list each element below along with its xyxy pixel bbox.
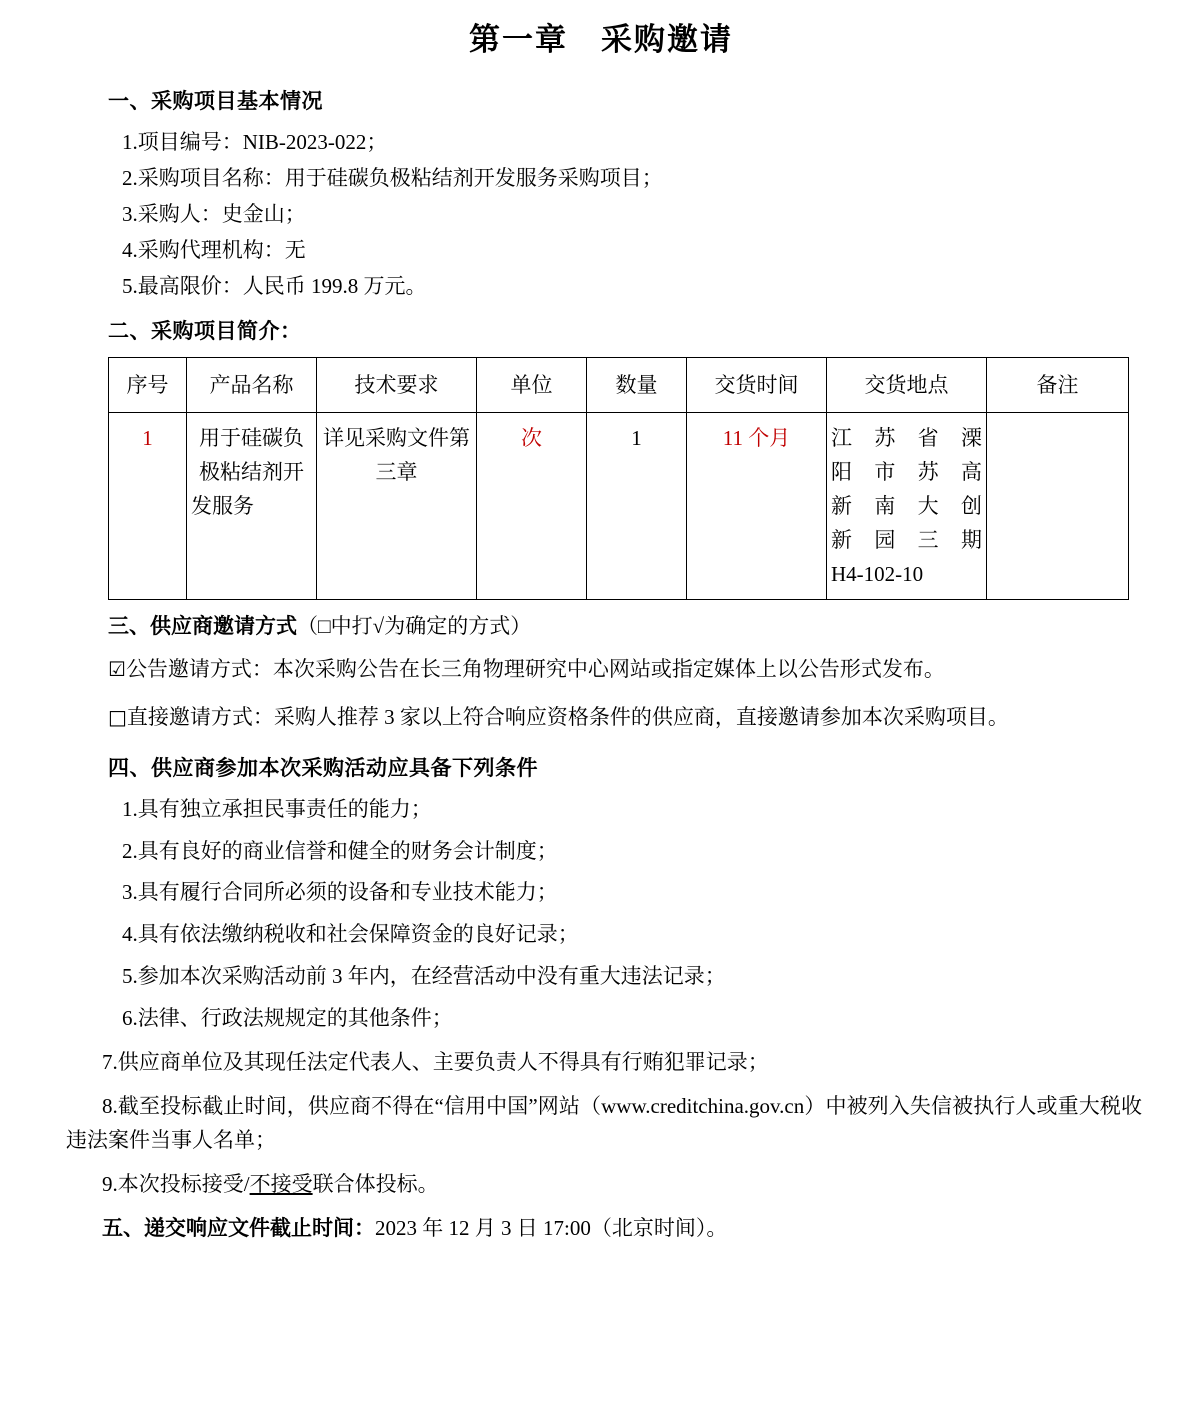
- section-heading-deadline: [60, 1211, 1142, 1245]
- invite-heading-rest: （□中打√为确定的方式）: [297, 613, 532, 638]
- column-header-tech: 技术要求: [317, 357, 477, 412]
- cell-delivery-place: [827, 412, 987, 599]
- section-heading-basic-info: 一、采购项目基本情况: [108, 89, 323, 113]
- item9-underlined: 不接受: [249, 1172, 313, 1197]
- list-item: 1.具有独立承担民事责任的能力；: [122, 796, 432, 821]
- cell-index: 1: [109, 412, 187, 599]
- checked-checkbox-icon[interactable]: ☑: [108, 656, 126, 681]
- column-header-index: 序号: [109, 357, 187, 412]
- section-heading-project-intro: 二、采购项目简介：: [108, 318, 302, 343]
- cell-qty: 1: [587, 412, 687, 599]
- cell-product: 用于硅碳负极粘结剂开发服务: [187, 412, 317, 599]
- address-line: 新园三期: [831, 527, 982, 552]
- list-item: 4.具有依法缴纳税收和社会保障资金的良好记录；: [122, 922, 579, 947]
- address-line: 阳市苏高: [831, 459, 982, 484]
- section-heading-invite-method: [60, 610, 1142, 640]
- invite-option-public: [60, 652, 1142, 686]
- list-item: 1.项目编号：NIB-2023-022；: [122, 130, 388, 154]
- invite-heading-bold: 三、供应商邀请方式: [108, 613, 297, 638]
- address-line: H4-102-10: [831, 561, 924, 586]
- list-item: 3.具有履行合同所必须的设备和专业技术能力；: [122, 880, 558, 905]
- cell-tech: 详见采购文件第三章: [317, 412, 477, 599]
- invite-option-direct: [60, 700, 1142, 734]
- column-header-product: 产品名称: [187, 357, 317, 412]
- list-item: 2.具有良好的商业信誉和健全的财务会计制度；: [122, 838, 558, 863]
- list-item: 3.采购人：史金山；: [122, 201, 306, 226]
- column-header-unit: 单位: [477, 357, 587, 412]
- list-item: 5.最高限价：人民币 199.8 万元。: [122, 273, 427, 298]
- address-line: 新南大创: [831, 493, 982, 518]
- qualification-item-9: [60, 1167, 1142, 1201]
- table-header-row: [109, 357, 1129, 412]
- unchecked-checkbox-icon[interactable]: □: [108, 704, 127, 729]
- table-row: [109, 412, 1129, 599]
- column-header-remark: 备注: [987, 357, 1129, 412]
- basic-info-list: [60, 127, 1142, 303]
- qualification-list: [60, 794, 1142, 1035]
- cell-delivery-time: 11 个月: [687, 412, 827, 599]
- list-item: 5.参加本次采购活动前 3 年内，在经营活动中没有重大违法记录；: [122, 964, 726, 989]
- item9-prefix: 9.本次投标接受/: [102, 1172, 250, 1197]
- section-heading-qualifications: 四、供应商参加本次采购活动应具备下列条件: [108, 755, 538, 780]
- cell-remark: [987, 412, 1129, 599]
- item9-suffix: 联合体投标。: [312, 1172, 439, 1197]
- list-item: 6.法律、行政法规规定的其他条件；: [122, 1006, 453, 1031]
- qualification-item-7: 7.供应商单位及其现任法定代表人、主要负责人不得具有行贿犯罪记录；: [102, 1050, 769, 1075]
- page-title: 第一章 采购邀请: [469, 22, 733, 58]
- invite-option-text: 公告邀请方式：本次采购公告在长三角物理研究中心网站或指定媒体上以公告形式发布。: [125, 656, 945, 681]
- list-item: 2.采购项目名称：用于硅碳负极粘结剂开发服务采购项目；: [122, 165, 663, 190]
- address-line: 江苏省溧: [831, 425, 982, 450]
- deadline-label: 五、递交响应文件截止时间：: [102, 1216, 375, 1241]
- column-header-delivery-place: 交货地点: [827, 357, 987, 412]
- column-header-qty: 数量: [587, 357, 687, 412]
- column-header-delivery-time: 交货时间: [687, 357, 827, 412]
- goods-table: [108, 357, 1129, 600]
- deadline-value: 2023 年 12 月 3 日 17:00（北京时间）。: [375, 1216, 728, 1241]
- qualification-item-8: 8.截至投标截止时间，供应商不得在“信用中国”网站（www.creditchina.gov.cn）中被列入失信被执行人或重大税收违法案件当事人名单；: [66, 1094, 1142, 1153]
- list-item: 4.采购代理机构：无: [122, 237, 306, 262]
- invite-option-text: 直接邀请方式：采购人推荐 3 家以上符合响应资格条件的供应商，直接邀请参加本次采购项目。: [126, 704, 1009, 729]
- cell-unit: 次: [477, 412, 587, 599]
